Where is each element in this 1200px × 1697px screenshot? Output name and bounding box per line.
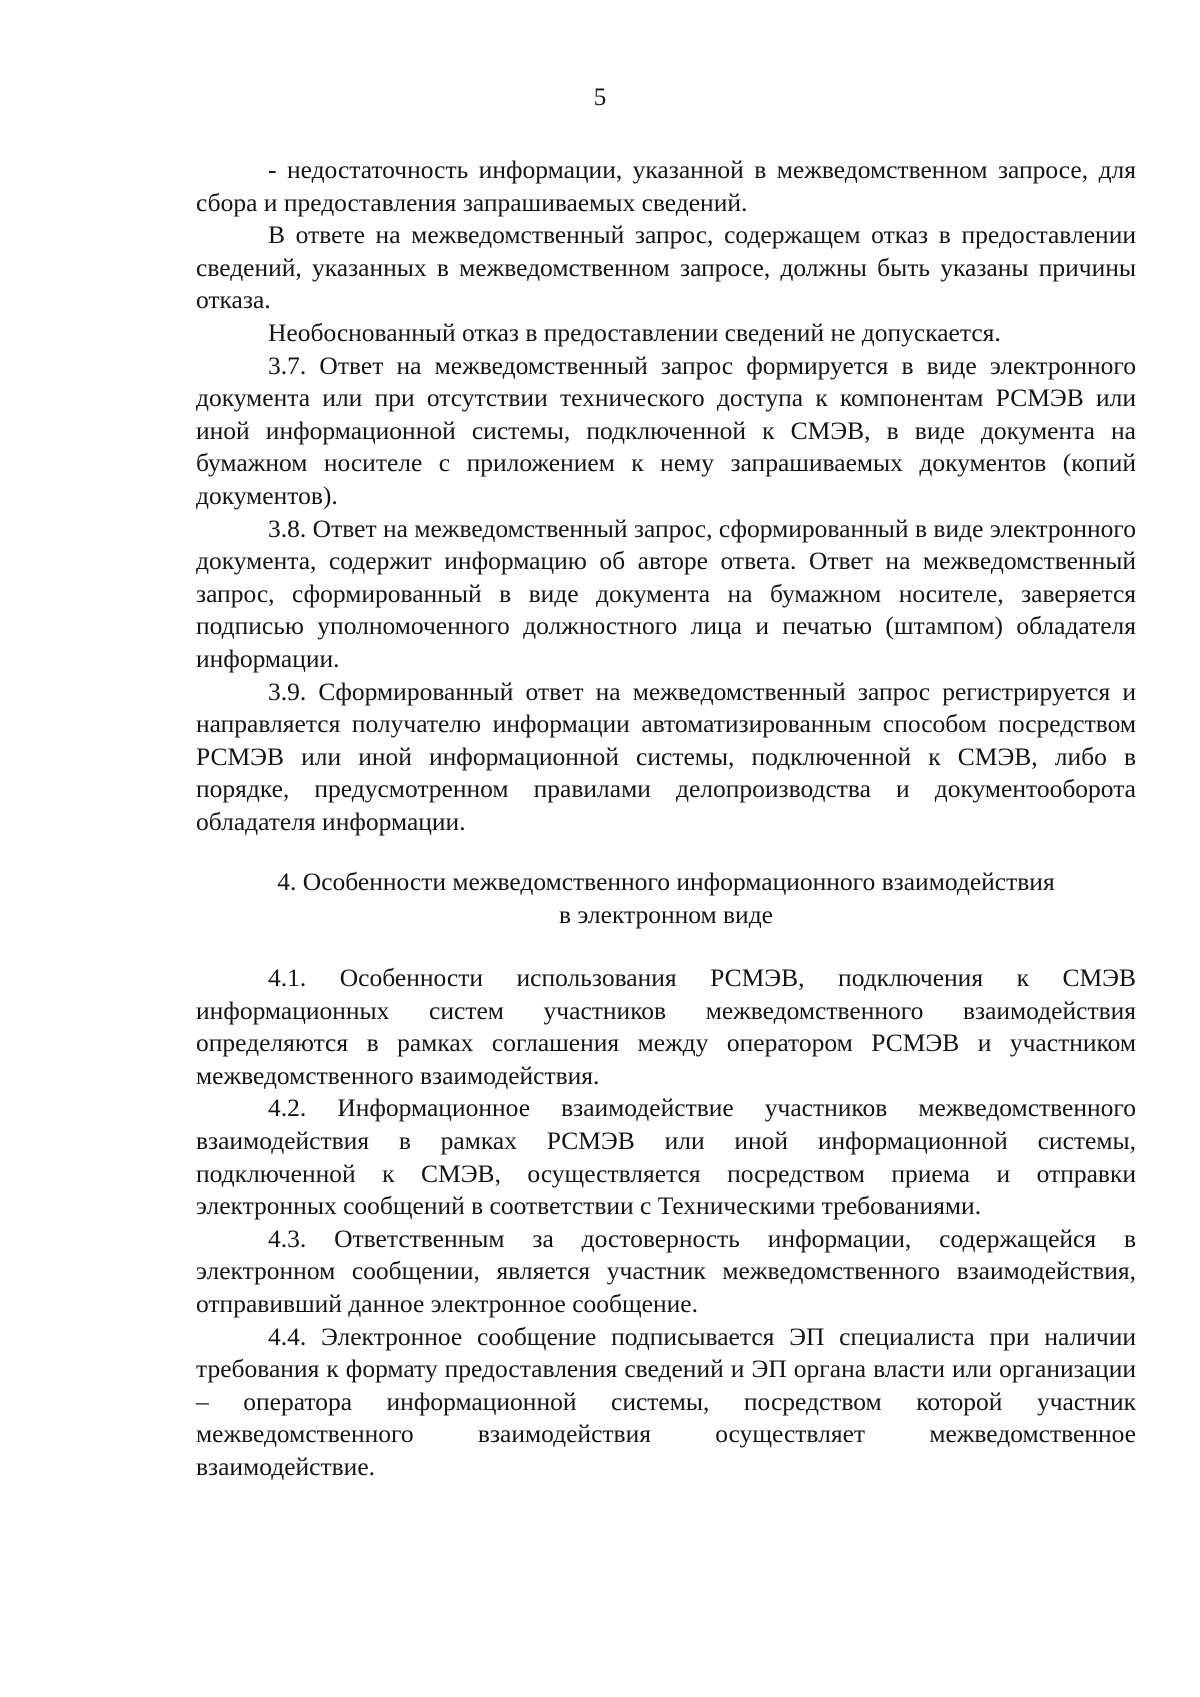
paragraph-4-2: 4.2. Информационное взаимодействие участников межведомственного взаимодействия в рамках РСМЭВ или иной информационной системы, подключенной к СМЭВ, осуществляется посредством приема и отправки электронных сообщений в соответствии с Техническими требованиями. [196,1093,1136,1221]
page-number: 5 [593,84,607,111]
section-4-heading-line-1: 4. Особенности межведомственного информационного взаимодействия [277,867,1055,896]
paragraph-3-7: 3.7. Ответ на межведомственный запрос формируется в виде электронного документа или при отсутствии технического доступа к компонентам РСМЭВ или иной информационной системы, подключенной к СМЭВ, в виде документа на бумажном носителе с приложением к нему запрашиваемых документов (копий документов). [196,350,1136,510]
paragraph-insufficient-info: - недостаточность информации, указанной в межведомственном запросе, для сбора и предоставления запрашиваемых сведений. [196,155,1136,217]
paragraph-4-1: 4.1. Особенности использования РСМЭВ, подключения к СМЭВ информационных систем участников межведомственного взаимодействия определяются в рамках соглашения между оператором РСМЭВ и участником межведомственного взаимодействия. [196,963,1136,1090]
paragraph-unjustified-refusal: Необоснованный отказ в предоставлении сведений не допускается. [268,317,1001,347]
top-text-block [196,154,1136,838]
paragraph-4-4: 4.4. Электронное сообщение подписывается ЭП специалиста при наличии требования к формату предоставления сведений и ЭП органа власти или организации – оператора информационной системы, посредством которой участник межведомственного взаимодействия осуществляет межведомственное взаимодействие. [196,1321,1136,1481]
paragraph-refusal-reasons: В ответе на межведомственный запрос, содержащем отказ в предоставлении сведений, указанных в межведомственном запросе, должны быть указаны причины отказа. [196,220,1136,315]
section-4-heading [196,866,1136,931]
section-4-heading-line-2: в электронном виде [559,899,773,929]
paragraph-3-9: 3.9. Сформированный ответ на межведомственный запрос регистрируется и направляется получателю информации автоматизированным способом посредством РСМЭВ или иной информационной системы, подключенной к СМЭВ, либо в порядке, предусмотренном правилами делопроизводства и документооборота обладателя информации. [196,676,1136,836]
paragraph-4-3: 4.3. Ответственным за достоверность информации, содержащейся в электронном сообщении, является участник межведомственного взаимодействия, отправивший данное электронное сообщение. [196,1223,1136,1318]
section-4-text-block [196,962,1136,1484]
paragraph-3-8: 3.8. Ответ на межведомственный запрос, сформированный в виде электронного документа, содержит информацию об авторе ответа. Ответ на межведомственный запрос, сформированный в виде документа на бумажном носителе, заверяется подписью уполномоченного должностного лица и печатью (штампом) обладателя информации. [196,513,1136,673]
